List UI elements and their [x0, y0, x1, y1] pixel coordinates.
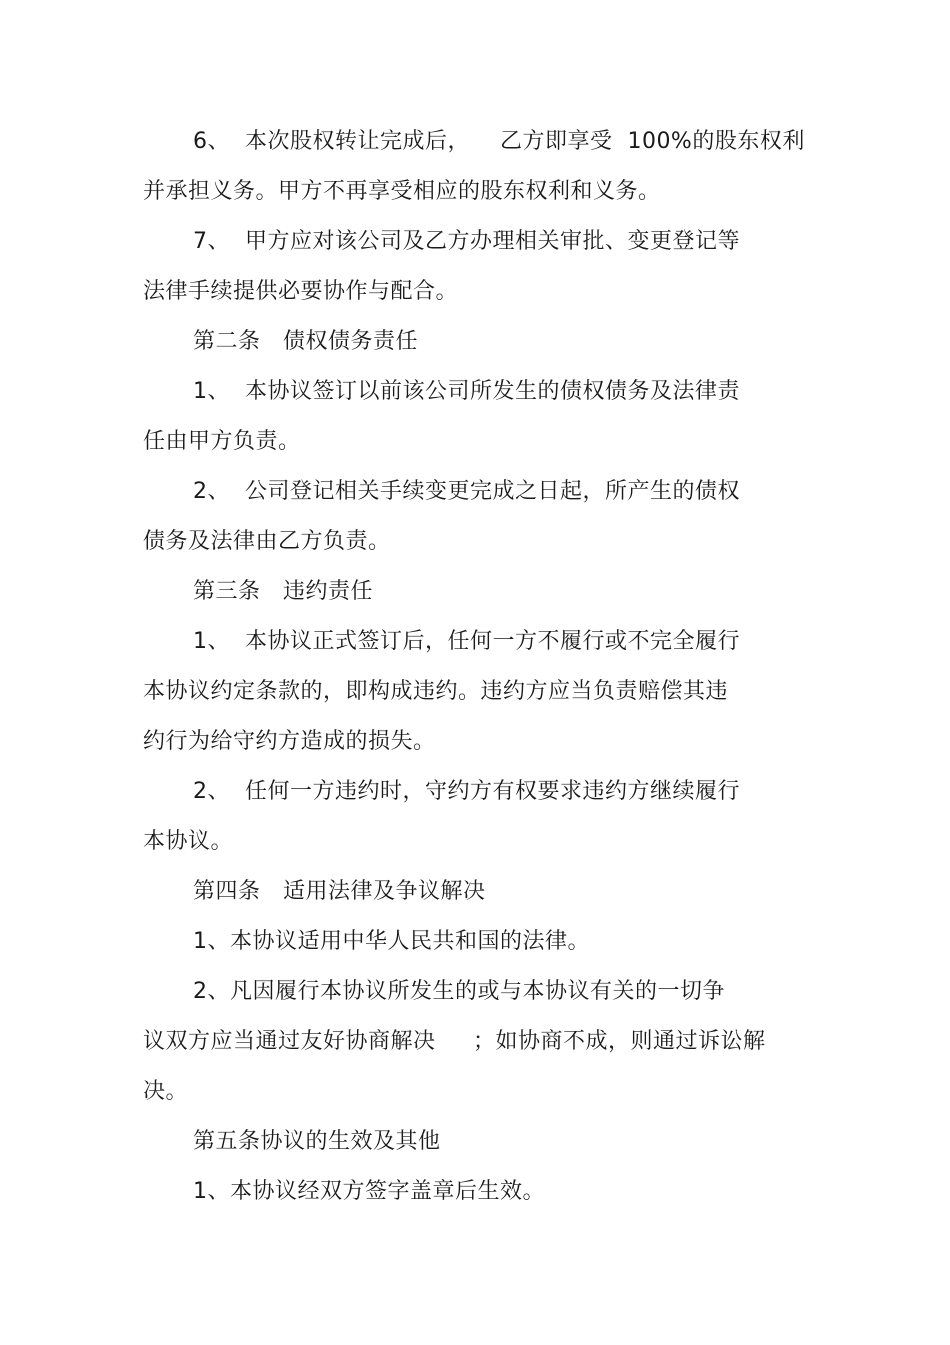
article-2-item-1-line-1: 1、 本协议签订以前该公司所发生的债权债务及法律责 — [193, 379, 740, 404]
article-3-item-2-line-1: 2、 任何一方违约时，守约方有权要求违约方继续履行 — [193, 779, 740, 804]
article-2-heading: 第二条 债权债务责任 — [193, 329, 418, 354]
article-3-item-1-line-3: 约行为给守约方造成的损失。 — [143, 729, 436, 754]
clause-6-line-1: 6、 本次股权转让完成后， 乙方即享受 100%的股东权利 — [193, 129, 805, 154]
article-3-item-1-line-2: 本协议约定条款的，即构成违约。违约方应当负责赔偿其违 — [143, 679, 729, 704]
article-4-item-1: 1、本协议适用中华人民共和国的法律。 — [193, 929, 590, 954]
article-5-item-1: 1、本协议经双方签字盖章后生效。 — [193, 1179, 545, 1204]
article-2-item-2-line-2: 债务及法律由乙方负责。 — [143, 529, 391, 554]
article-2-item-1-line-2: 任由甲方负责。 — [143, 429, 301, 454]
article-3-item-1-line-1: 1、 本协议正式签订后，任何一方不履行或不完全履行 — [193, 629, 740, 654]
article-4-item-2-line-2: 议双方应当通过友好协商解决 ；如协商不成，则通过诉讼解 — [143, 1029, 766, 1054]
article-2-item-2-line-1: 2、 公司登记相关手续变更完成之日起，所产生的债权 — [193, 479, 740, 504]
clause-6-line-2: 并承担义务。甲方不再享受相应的股东权利和义务。 — [143, 179, 661, 204]
article-5-heading: 第五条协议的生效及其他 — [193, 1129, 441, 1154]
clause-7-line-2: 法律手续提供必要协作与配合。 — [143, 279, 459, 304]
article-4-heading: 第四条 适用法律及争议解决 — [193, 879, 486, 904]
article-3-item-2-line-2: 本协议。 — [143, 829, 234, 854]
article-4-item-2-line-3: 决。 — [143, 1079, 189, 1104]
clause-7-line-1: 7、 甲方应对该公司及乙方办理相关审批、变更登记等 — [193, 229, 740, 254]
article-3-heading: 第三条 违约责任 — [193, 579, 373, 604]
article-4-item-2-line-1: 2、凡因履行本协议所发生的或与本协议有关的一切争 — [193, 979, 725, 1004]
